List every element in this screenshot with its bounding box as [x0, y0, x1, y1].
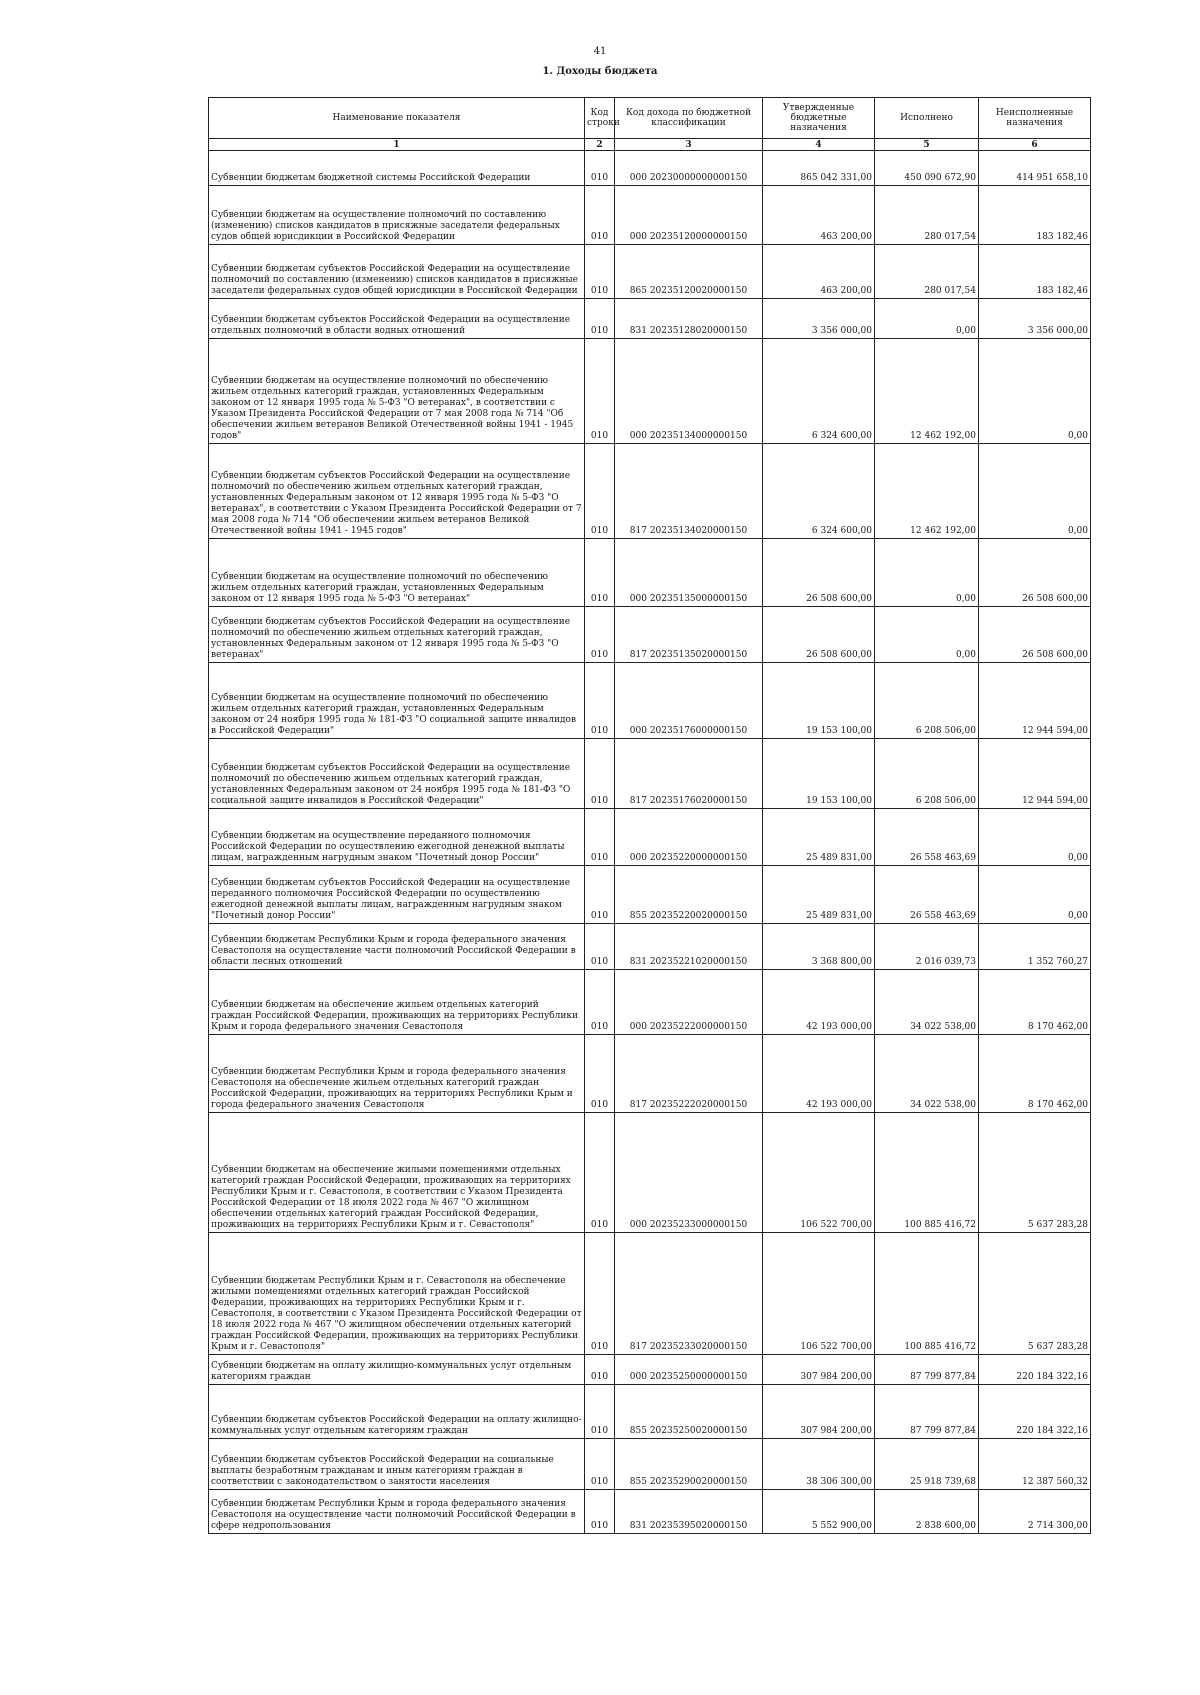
row-approved: 3 368 800,00	[763, 924, 875, 970]
row-line-code: 010	[585, 1233, 615, 1355]
budget-income-table	[208, 97, 1091, 1534]
table-row	[209, 245, 1091, 299]
row-name: Субвенции бюджетам субъектов Российской Федерации на социальные выплаты безработным гражданам и иным категориям граждан в соответствии с законодательством о занятости населения	[209, 1439, 585, 1490]
row-name: Субвенции бюджетам субъектов Российской Федерации на осуществление полномочий по обеспечению жильем отдельных категорий граждан, установленных Федеральным законом от 12 января 1995 года № 5-ФЗ "О ветеранах", в соответствии с Указом Президента Российской Федерации от 7 мая 2008 года № 714 "Об обеспечении жильем ветеранов Великой Отечественной войны 1941 - 1945 годов"	[209, 444, 585, 539]
row-name: Субвенции бюджетам на осуществление полномочий по составлению (изменению) списков кандидатов в присяжные заседатели федеральных судов общей юрисдикции в Российской Федерации	[209, 186, 585, 245]
row-income-code: 000 20230000000000150	[615, 151, 763, 186]
column-number: 4	[763, 139, 875, 151]
row-approved: 307 984 200,00	[763, 1355, 875, 1385]
row-line-code: 010	[585, 1385, 615, 1439]
row-line-code: 010	[585, 739, 615, 809]
row-unexecuted: 3 356 000,00	[979, 299, 1091, 339]
row-income-code: 000 20235120000000150	[615, 186, 763, 245]
row-approved: 6 324 600,00	[763, 444, 875, 539]
row-approved: 25 489 831,00	[763, 809, 875, 866]
row-name: Субвенции бюджетам бюджетной системы Российской Федерации	[209, 151, 585, 186]
row-line-code: 010	[585, 444, 615, 539]
row-income-code: 817 20235233020000150	[615, 1233, 763, 1355]
row-income-code: 817 20235135020000150	[615, 607, 763, 663]
header-line: Код строки	[585, 98, 615, 139]
row-income-code: 831 20235221020000150	[615, 924, 763, 970]
row-name: Субвенции бюджетам Республики Крым и города федерального значения Севастополя на обеспечение жильем отдельных категорий граждан Российской Федерации, проживающих на территориях Республики Крым и города федерального значения Севастополя	[209, 1035, 585, 1113]
table-row	[209, 1233, 1091, 1355]
header-name: Наименование показателя	[209, 98, 585, 139]
table-row	[209, 809, 1091, 866]
header-executed: Исполнено	[875, 98, 979, 139]
row-income-code: 000 20235134000000150	[615, 339, 763, 444]
row-unexecuted: 220 184 322,16	[979, 1355, 1091, 1385]
row-unexecuted: 0,00	[979, 866, 1091, 924]
row-name: Субвенции бюджетам субъектов Российской Федерации на оплату жилищно-коммунальных услуг отдельным категориям граждан	[209, 1385, 585, 1439]
table-row	[209, 1490, 1091, 1534]
column-number: 5	[875, 139, 979, 151]
table-row	[209, 1113, 1091, 1233]
row-executed: 6 208 506,00	[875, 663, 979, 739]
column-number-row	[209, 139, 1091, 151]
row-line-code: 010	[585, 1035, 615, 1113]
row-income-code: 000 20235135000000150	[615, 539, 763, 607]
table-row	[209, 924, 1091, 970]
row-approved: 42 193 000,00	[763, 970, 875, 1035]
row-income-code: 817 20235176020000150	[615, 739, 763, 809]
row-income-code: 000 20235250000000150	[615, 1355, 763, 1385]
table-row	[209, 1355, 1091, 1385]
row-executed: 26 558 463,69	[875, 866, 979, 924]
row-line-code: 010	[585, 970, 615, 1035]
column-number: 1	[209, 139, 585, 151]
row-name: Субвенции бюджетам на осуществление полномочий по обеспечению жильем отдельных категорий граждан, установленных Федеральным законом от 12 января 1995 года № 5-ФЗ "О ветеранах", в соответствии с Указом Президента Российской Федерации от 7 мая 2008 года № 714 "Об обеспечении жильем ветеранов Великой Отечественной войны 1941 - 1945 годов"	[209, 339, 585, 444]
row-executed: 2 838 600,00	[875, 1490, 979, 1534]
table-row	[209, 186, 1091, 245]
row-approved: 38 306 300,00	[763, 1439, 875, 1490]
row-income-code: 831 20235128020000150	[615, 299, 763, 339]
row-line-code: 010	[585, 809, 615, 866]
row-name: Субвенции бюджетам Республики Крым и г. Севастополя на обеспечение жилыми помещениями отдельных категорий граждан Российской Федерации, проживающих на территориях Республики Крым и г. Севастополя, в соответствии с Указом Президента Российской Федерации от 18 июля 2022 года № 467 "О жилищном обеспечении отдельных категорий граждан Российской Федерации, проживающих на территориях Республики Крым и г. Севастополя"	[209, 1233, 585, 1355]
row-approved: 3 356 000,00	[763, 299, 875, 339]
row-unexecuted: 0,00	[979, 339, 1091, 444]
row-name: Субвенции бюджетам на обеспечение жилыми помещениями отдельных категорий граждан Российской Федерации, проживающих на территориях Республики Крым и г. Севастополя, в соответствии с Указом Президента Российской Федерации от 18 июля 2022 года № 467 "О жилищном обеспечении отдельных категорий граждан Российской Федерации, проживающих на территориях Республики Крым и г. Севастополя"	[209, 1113, 585, 1233]
row-name: Субвенции бюджетам на осуществление переданного полномочия Российской Федерации по осуществлению ежегодной денежной выплаты лицам, награжденным нагрудным знаком "Почетный донор России"	[209, 809, 585, 866]
row-name: Субвенции бюджетам субъектов Российской Федерации на осуществление переданного полномочия Российской Федерации по осуществлению ежегодной денежной выплаты лицам, награжденным нагрудным знаком "Почетный донор России"	[209, 866, 585, 924]
row-name: Субвенции бюджетам на оплату жилищно-коммунальных услуг отдельным категориям граждан	[209, 1355, 585, 1385]
table-row	[209, 866, 1091, 924]
row-executed: 2 016 039,73	[875, 924, 979, 970]
column-number: 3	[615, 139, 763, 151]
row-line-code: 010	[585, 245, 615, 299]
row-name: Субвенции бюджетам субъектов Российской Федерации на осуществление отдельных полномочий в области водных отношений	[209, 299, 585, 339]
row-executed: 100 885 416,72	[875, 1113, 979, 1233]
row-executed: 34 022 538,00	[875, 1035, 979, 1113]
row-approved: 865 042 331,00	[763, 151, 875, 186]
row-unexecuted: 12 387 560,32	[979, 1439, 1091, 1490]
column-number: 2	[585, 139, 615, 151]
row-executed: 280 017,54	[875, 186, 979, 245]
row-executed: 6 208 506,00	[875, 739, 979, 809]
row-executed: 100 885 416,72	[875, 1233, 979, 1355]
row-approved: 25 489 831,00	[763, 866, 875, 924]
row-line-code: 010	[585, 339, 615, 444]
row-name: Субвенции бюджетам Республики Крым и города федерального значения Севастополя на осуществление части полномочий Российской Федерации в области лесных отношений	[209, 924, 585, 970]
row-approved: 106 522 700,00	[763, 1233, 875, 1355]
row-executed: 450 090 672,90	[875, 151, 979, 186]
row-unexecuted: 183 182,46	[979, 245, 1091, 299]
section-title: 1. Доходы бюджета	[542, 66, 658, 77]
row-executed: 25 918 739,68	[875, 1439, 979, 1490]
row-unexecuted: 2 714 300,00	[979, 1490, 1091, 1534]
row-unexecuted: 183 182,46	[979, 186, 1091, 245]
row-executed: 280 017,54	[875, 245, 979, 299]
header-unexecuted: Неисполненные назначения	[979, 98, 1091, 139]
row-income-code: 855 20235250020000150	[615, 1385, 763, 1439]
header-approved: Утвержденные бюджетные назначения	[763, 98, 875, 139]
row-approved: 26 508 600,00	[763, 539, 875, 607]
row-unexecuted: 5 637 283,28	[979, 1113, 1091, 1233]
table-row	[209, 539, 1091, 607]
row-income-code: 000 20235233000000150	[615, 1113, 763, 1233]
header-row	[209, 98, 1091, 139]
row-line-code: 010	[585, 539, 615, 607]
table-row	[209, 970, 1091, 1035]
row-income-code: 000 20235222000000150	[615, 970, 763, 1035]
row-name: Субвенции бюджетам субъектов Российской Федерации на осуществление полномочий по обеспечению жильем отдельных категорий граждан, установленных Федеральным законом от 12 января 1995 года № 5-ФЗ "О ветеранах"	[209, 607, 585, 663]
row-approved: 106 522 700,00	[763, 1113, 875, 1233]
table-row	[209, 151, 1091, 186]
row-unexecuted: 26 508 600,00	[979, 607, 1091, 663]
table-row	[209, 299, 1091, 339]
row-line-code: 010	[585, 1113, 615, 1233]
row-executed: 0,00	[875, 539, 979, 607]
row-executed: 12 462 192,00	[875, 444, 979, 539]
row-unexecuted: 26 508 600,00	[979, 539, 1091, 607]
row-line-code: 010	[585, 1355, 615, 1385]
row-income-code: 000 20235176000000150	[615, 663, 763, 739]
row-line-code: 010	[585, 866, 615, 924]
row-approved: 19 153 100,00	[763, 663, 875, 739]
row-approved: 307 984 200,00	[763, 1385, 875, 1439]
page-number: 41	[593, 46, 607, 57]
header-code: Код дохода по бюджетной классификации	[615, 98, 763, 139]
row-name: Субвенции бюджетам Республики Крым и города федерального значения Севастополя на осуществление части полномочий Российской Федерации в сфере недропользования	[209, 1490, 585, 1534]
row-approved: 5 552 900,00	[763, 1490, 875, 1534]
row-executed: 0,00	[875, 607, 979, 663]
table-row	[209, 607, 1091, 663]
row-unexecuted: 414 951 658,10	[979, 151, 1091, 186]
row-line-code: 010	[585, 924, 615, 970]
row-income-code: 000 20235220000000150	[615, 809, 763, 866]
row-unexecuted: 220 184 322,16	[979, 1385, 1091, 1439]
row-approved: 463 200,00	[763, 186, 875, 245]
row-line-code: 010	[585, 663, 615, 739]
row-unexecuted: 0,00	[979, 444, 1091, 539]
table-row	[209, 1035, 1091, 1113]
row-line-code: 010	[585, 1439, 615, 1490]
row-name: Субвенции бюджетам на обеспечение жильем отдельных категорий граждан Российской Федерации, проживающих на территориях Республики Крым и города федерального значения Севастополя	[209, 970, 585, 1035]
row-income-code: 865 20235120020000150	[615, 245, 763, 299]
row-unexecuted: 12 944 594,00	[979, 663, 1091, 739]
row-income-code: 831 20235395020000150	[615, 1490, 763, 1534]
row-approved: 26 508 600,00	[763, 607, 875, 663]
row-executed: 87 799 877,84	[875, 1355, 979, 1385]
table-row	[209, 1385, 1091, 1439]
row-unexecuted: 5 637 283,28	[979, 1233, 1091, 1355]
row-unexecuted: 8 170 462,00	[979, 1035, 1091, 1113]
row-name: Субвенции бюджетам субъектов Российской Федерации на осуществление полномочий по обеспечению жильем отдельных категорий граждан, установленных Федеральным законом от 24 ноября 1995 года № 181-ФЗ "О социальной защите инвалидов в Российской Федерации"	[209, 739, 585, 809]
row-approved: 463 200,00	[763, 245, 875, 299]
row-income-code: 855 20235290020000150	[615, 1439, 763, 1490]
row-line-code: 010	[585, 151, 615, 186]
row-line-code: 010	[585, 607, 615, 663]
row-name: Субвенции бюджетам на осуществление полномочий по обеспечению жильем отдельных категорий граждан, установленных Федеральным законом от 24 ноября 1995 года № 181-ФЗ "О социальной защите инвалидов в Российской Федерации"	[209, 663, 585, 739]
row-executed: 34 022 538,00	[875, 970, 979, 1035]
row-approved: 42 193 000,00	[763, 1035, 875, 1113]
row-executed: 87 799 877,84	[875, 1385, 979, 1439]
row-name: Субвенции бюджетам субъектов Российской Федерации на осуществление полномочий по составлению (изменению) списков кандидатов в присяжные заседатели федеральных судов общей юрисдикции в Российской Федерации	[209, 245, 585, 299]
row-approved: 19 153 100,00	[763, 739, 875, 809]
table-row	[209, 663, 1091, 739]
row-unexecuted: 0,00	[979, 809, 1091, 866]
row-executed: 12 462 192,00	[875, 339, 979, 444]
row-income-code: 817 20235222020000150	[615, 1035, 763, 1113]
row-line-code: 010	[585, 1490, 615, 1534]
column-number: 6	[979, 139, 1091, 151]
row-unexecuted: 1 352 760,27	[979, 924, 1091, 970]
table-row	[209, 739, 1091, 809]
row-name: Субвенции бюджетам на осуществление полномочий по обеспечению жильем отдельных категорий граждан, установленных Федеральным законом от 12 января 1995 года № 5-ФЗ "О ветеранах"	[209, 539, 585, 607]
row-income-code: 855 20235220020000150	[615, 866, 763, 924]
row-approved: 6 324 600,00	[763, 339, 875, 444]
row-line-code: 010	[585, 186, 615, 245]
table-row	[209, 339, 1091, 444]
row-executed: 0,00	[875, 299, 979, 339]
row-line-code: 010	[585, 299, 615, 339]
row-unexecuted: 8 170 462,00	[979, 970, 1091, 1035]
row-executed: 26 558 463,69	[875, 809, 979, 866]
table-row	[209, 444, 1091, 539]
row-income-code: 817 20235134020000150	[615, 444, 763, 539]
table-row	[209, 1439, 1091, 1490]
row-unexecuted: 12 944 594,00	[979, 739, 1091, 809]
